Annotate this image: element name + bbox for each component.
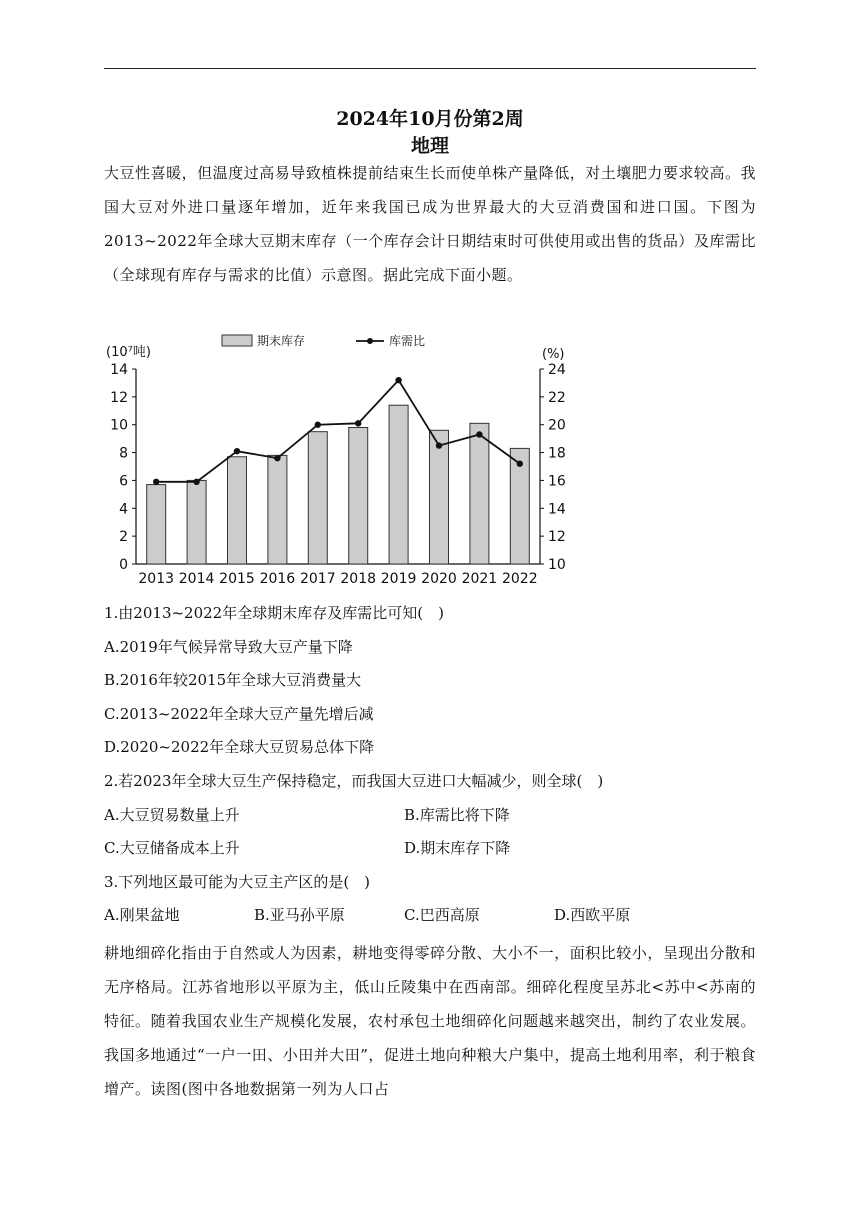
legend-line-label: 库需比 xyxy=(389,334,426,348)
question-2-option-a: A.大豆贸易数量上升 xyxy=(104,806,240,824)
x-tick-label: 2016 xyxy=(259,571,296,587)
legend-bar-label: 期末库存 xyxy=(257,334,306,348)
legend-line-marker xyxy=(367,338,373,344)
point-2015 xyxy=(234,448,240,454)
header-rule xyxy=(104,68,756,69)
question-1-option-d: D.2020~2022年全球大豆贸易总体下降 xyxy=(104,738,375,756)
question-3-option-c: C.巴西高原 xyxy=(404,906,480,924)
question-3-option-d: D.西欧平原 xyxy=(554,906,631,924)
point-2014 xyxy=(193,479,199,485)
subject-title: 地理 xyxy=(410,135,449,157)
x-tick-label: 2020 xyxy=(421,571,457,587)
left-tick-label: 14 xyxy=(110,362,128,378)
left-tick-label: 0 xyxy=(119,557,128,573)
x-tick-label: 2015 xyxy=(219,571,255,587)
point-2020 xyxy=(436,442,442,448)
right-tick-label: 24 xyxy=(548,362,566,378)
bar-2022 xyxy=(510,448,529,564)
question-2-option-d: D.期末库存下降 xyxy=(404,839,511,857)
x-tick-label: 2019 xyxy=(380,571,417,587)
bar-2013 xyxy=(147,485,166,564)
question-2-option-c: C.大豆储备成本上升 xyxy=(104,839,240,857)
right-tick-label: 16 xyxy=(548,473,566,490)
question-3-stem: 3.下列地区最可能为大豆主产区的是( ) xyxy=(104,873,371,891)
point-2019 xyxy=(395,377,401,383)
legend-bar-swatch xyxy=(222,335,252,346)
line-库需比 xyxy=(156,380,520,482)
left-tick-label: 6 xyxy=(119,473,128,490)
bar-2019 xyxy=(389,405,408,564)
bar-2018 xyxy=(349,428,368,565)
question-1-option-c: C.2013~2022年全球大豆产量先增后减 xyxy=(104,705,374,723)
question-2-stem: 2.若2023年全球大豆生产保持稳定，而我国大豆进口大幅减少，则全球( ) xyxy=(104,772,604,790)
bar-2014 xyxy=(187,480,206,564)
left-tick-label: 2 xyxy=(119,529,128,546)
point-2017 xyxy=(315,422,321,428)
right-tick-label: 18 xyxy=(548,445,566,462)
soybean-chart xyxy=(0,0,860,600)
left-tick-label: 4 xyxy=(119,501,128,518)
question-1-option-b: B.2016年较2015年全球大豆消费量大 xyxy=(104,671,362,689)
bar-2015 xyxy=(228,457,247,564)
question-3-option-a: A.刚果盆地 xyxy=(104,906,180,924)
bar-2016 xyxy=(268,455,287,564)
point-2013 xyxy=(153,479,159,485)
x-tick-label: 2014 xyxy=(178,571,215,587)
right-tick-label: 12 xyxy=(548,529,566,546)
point-2018 xyxy=(355,420,361,426)
question-2-option-b: B.库需比将下降 xyxy=(404,806,510,824)
point-2016 xyxy=(274,455,280,461)
page-title: 2024年10月份第2周 xyxy=(336,108,524,130)
point-2022 xyxy=(517,461,523,467)
x-tick-label: 2013 xyxy=(138,571,175,587)
bar-2021 xyxy=(470,423,489,564)
bar-2017 xyxy=(308,432,327,564)
left-tick-label: 8 xyxy=(119,445,128,462)
question-1-stem: 1.由2013~2022年全球期末库存及库需比可知( ) xyxy=(104,604,444,622)
x-tick-label: 2022 xyxy=(501,571,538,587)
question-1-option-a: A.2019年气候异常导致大豆产量下降 xyxy=(104,638,353,656)
bar-2020 xyxy=(430,430,449,564)
right-tick-label: 20 xyxy=(548,417,566,434)
right-tick-label: 22 xyxy=(548,389,566,406)
passage-soybean: 大豆性喜暖，但温度过高易导致植株提前结束生长而使单株产量降低，对土壤肥力要求较高。我国大豆对外进口量逐年增加，近年来我国已成为世界最大的大豆消费国和进口国。下图为2013~2022年全球大豆期末库存（一个库存会计日期结束时可供使用或出售的货品）及库需比（全球现有库存与需求的比值）示意图。据此完成下面小题。 xyxy=(104,164,756,284)
right-axis-unit: (%) xyxy=(542,347,565,362)
left-axis-unit: (10⁷吨) xyxy=(106,345,151,360)
passage-farmland: 耕地细碎化指由于自然或人为因素，耕地变得零碎分散、大小不一，面积比较小，呈现出分散和无序格局。江苏省地形以平原为主，低山丘陵集中在西南部。细碎化程度呈苏北<苏中<苏南的特征。随着我国农业生产规模化发展，农村承包土地细碎化问题越来越突出，制约了农业发展。我国多地通过“一户一田、小田并大田”，促进土地向种粮大户集中，提高土地利用率，利于粮食增产。读图(图中各地数据第一列为人口占 xyxy=(104,944,756,1098)
left-tick-label: 10 xyxy=(110,417,128,434)
right-tick-label: 14 xyxy=(548,501,566,518)
left-tick-label: 12 xyxy=(110,389,128,406)
point-2021 xyxy=(476,431,482,437)
x-tick-label: 2018 xyxy=(340,571,377,587)
x-tick-label: 2017 xyxy=(299,571,336,587)
right-tick-label: 10 xyxy=(548,557,566,573)
x-tick-label: 2021 xyxy=(461,571,498,587)
question-3-option-b: B.亚马孙平原 xyxy=(254,906,345,924)
